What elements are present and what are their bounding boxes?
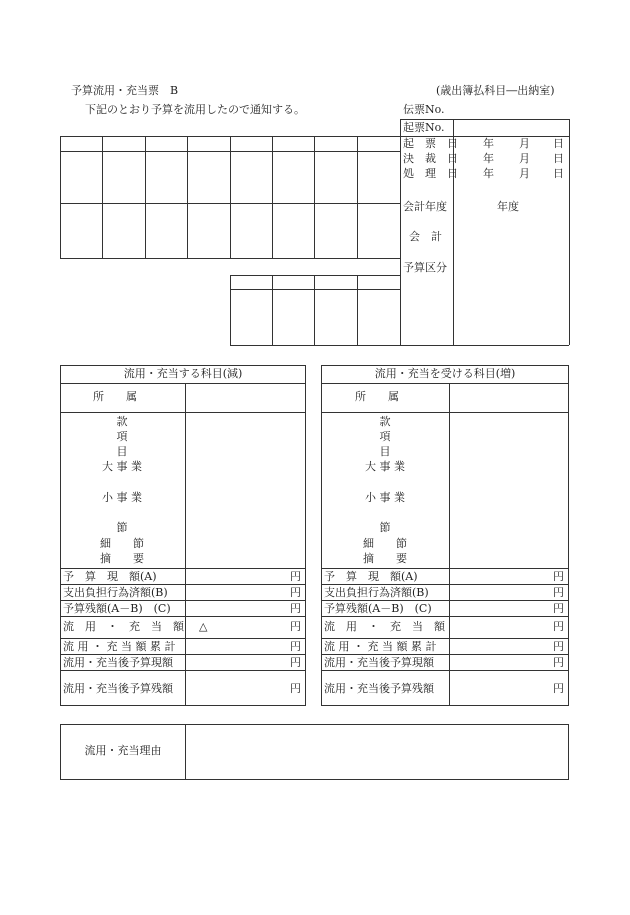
item-kou: 項 [379, 430, 391, 443]
yosan-gengaku-label: 予 算 現 額(A) [63, 570, 157, 583]
reason-input[interactable] [187, 726, 567, 778]
item-kan: 款 [379, 415, 391, 428]
item-kan: 款 [116, 415, 128, 428]
yen-label: 円 [290, 620, 301, 633]
yen-label: 円 [553, 586, 564, 599]
item-saisetsu: 細 節 [100, 537, 144, 550]
denpyo-no-label: 伝票No. [403, 103, 445, 116]
yen-label: 円 [553, 640, 564, 653]
go-gengaku-label: 流用・充当後予算現額 [324, 656, 434, 669]
yosan-kubun-label: 予算区分 [403, 261, 447, 274]
item-moku: 目 [116, 445, 128, 458]
ryuyo-gaku-label: 流 用 ・ 充 当 額 [324, 620, 445, 633]
month-label: 月 [519, 167, 530, 180]
kaikei-label: 会 計 [409, 230, 442, 243]
ruikei-label: 流 用 ・ 充 当 額 累 計 [63, 640, 176, 653]
yen-label: 円 [290, 656, 301, 669]
ruikei-label: 流 用 ・ 充 当 額 累 計 [324, 640, 437, 653]
item-moku: 目 [379, 445, 391, 458]
day-label: 日 [553, 167, 564, 180]
kessai-date-label: 決 裁 日 [403, 152, 458, 165]
item-dai-jigyo: 大 事 業 [102, 460, 142, 473]
go-zangaku-label: 流用・充当後予算残額 [63, 682, 173, 695]
item-sho-jigyo: 小 事 業 [365, 491, 405, 504]
yen-label: 円 [290, 570, 301, 583]
item-kou: 項 [116, 430, 128, 443]
year-label: 年 [483, 167, 494, 180]
department-label: (歳出簿払科目―出納室) [436, 84, 555, 97]
year-label: 年 [483, 152, 494, 165]
year-label: 年 [483, 137, 494, 150]
yen-label: 円 [290, 586, 301, 599]
go-zangaku-label: 流用・充当後予算残額 [324, 682, 434, 695]
item-sho-jigyo: 小 事 業 [102, 491, 142, 504]
kihyo-no-label: 起票No. [403, 121, 445, 134]
increase-panel-title: 流用・充当を受ける科目(増) [374, 367, 516, 380]
yen-label: 円 [553, 602, 564, 615]
shori-date-label: 処 理 日 [403, 167, 458, 180]
shishutsu-label: 支出負担行為済額(B) [324, 586, 429, 599]
shishutsu-label: 支出負担行為済額(B) [63, 586, 168, 599]
yosan-gengaku-label: 予 算 現 額(A) [324, 570, 418, 583]
triangle-mark: △ [199, 620, 208, 633]
yen-label: 円 [553, 656, 564, 669]
form-title: 予算流用・充当票 B [71, 84, 179, 97]
month-label: 月 [519, 152, 530, 165]
yen-label: 円 [290, 640, 301, 653]
notice-text: 下記のとおり予算を流用したので通知する。 [85, 103, 305, 116]
fiscal-year-value[interactable]: 年度 [497, 200, 519, 213]
zangaku-label: 予算残額(A－B) (C) [324, 602, 432, 615]
yen-label: 円 [553, 620, 564, 633]
yen-label: 円 [553, 682, 564, 695]
day-label: 日 [553, 152, 564, 165]
item-setsu: 節 [116, 521, 128, 534]
day-label: 日 [553, 137, 564, 150]
go-gengaku-label: 流用・充当後予算現額 [63, 656, 173, 669]
shozoku-label: 所 属 [355, 390, 399, 403]
item-tekiyo: 摘 要 [100, 552, 144, 565]
yen-label: 円 [553, 570, 564, 583]
item-tekiyo: 摘 要 [363, 552, 407, 565]
item-setsu: 節 [379, 521, 391, 534]
reason-label: 流用・充当理由 [84, 744, 162, 757]
yen-label: 円 [290, 682, 301, 695]
decrease-panel-title: 流用・充当する科目(減) [123, 367, 243, 380]
yen-label: 円 [290, 602, 301, 615]
item-saisetsu: 細 節 [363, 537, 407, 550]
ryuyo-gaku-label: 流 用 ・ 充 当 額 [63, 620, 184, 633]
item-dai-jigyo: 大 事 業 [365, 460, 405, 473]
fiscal-year-label: 会計年度 [403, 200, 447, 213]
kihyo-date-label: 起 票 日 [403, 137, 458, 150]
month-label: 月 [519, 137, 530, 150]
shozoku-label: 所 属 [93, 390, 137, 403]
zangaku-label: 予算残額(A－B) (C) [63, 602, 171, 615]
